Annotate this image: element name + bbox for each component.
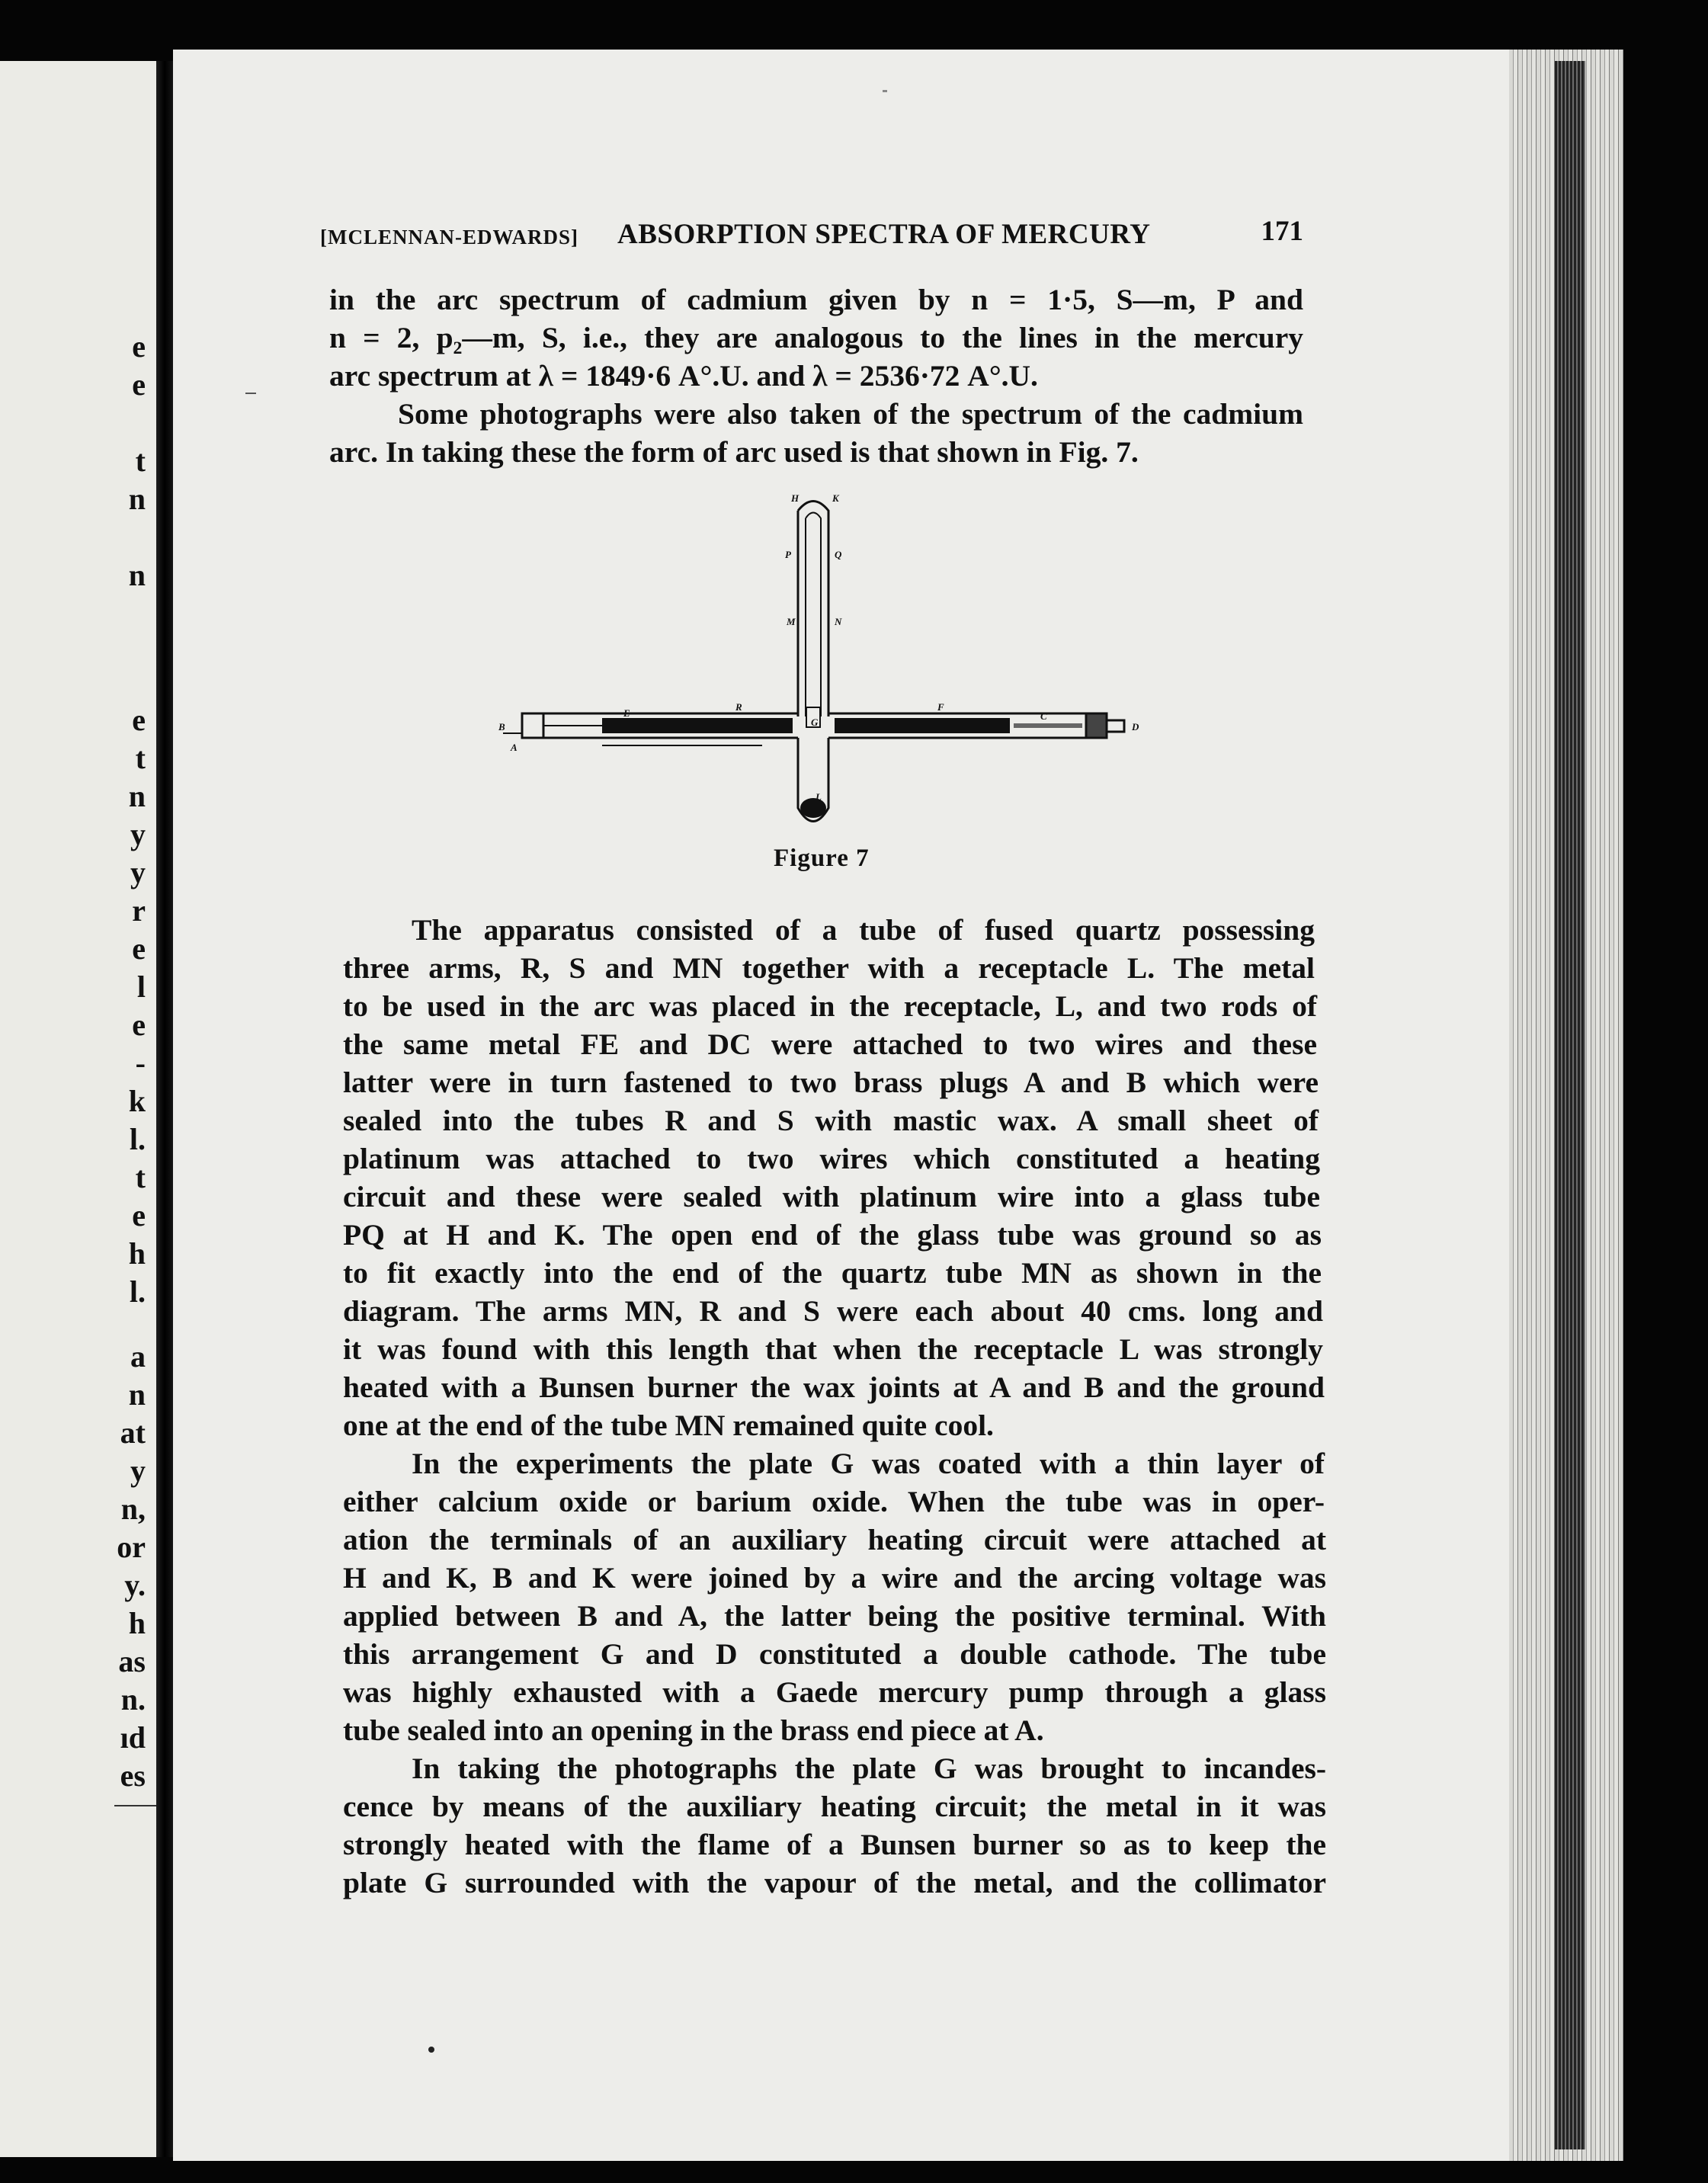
rod-dc bbox=[835, 718, 1010, 733]
left-fragment: n. bbox=[120, 1682, 146, 1717]
pq-tube bbox=[806, 513, 821, 717]
text-line: one at the end of the tube MN remained quite cool. bbox=[343, 1409, 994, 1442]
label-n: N bbox=[835, 616, 842, 627]
label-h: H bbox=[791, 492, 800, 504]
rod-fe bbox=[602, 718, 793, 733]
left-fragment: n, bbox=[120, 1492, 146, 1526]
left-fragment: n bbox=[128, 482, 146, 516]
left-fragment: t bbox=[135, 444, 146, 478]
left-fragment: r bbox=[132, 893, 146, 928]
plug-b-stem bbox=[1107, 720, 1124, 732]
left-fragment: e bbox=[132, 931, 146, 966]
left-fragment: h bbox=[128, 1236, 146, 1271]
label-q: Q bbox=[835, 549, 842, 560]
text-line: this arrangement G and D constituted a double cathode. The tube bbox=[343, 1637, 1326, 1671]
left-fragment: y. bbox=[124, 1568, 146, 1602]
text-line: latter were in turn fastened to two brass plugs A and B which were bbox=[343, 1066, 1319, 1099]
text-line: to be used in the arc was placed in the receptacle, L, and two rods of bbox=[343, 989, 1317, 1023]
page-number: 171 bbox=[1261, 216, 1303, 247]
left-fragment: e bbox=[132, 1198, 146, 1233]
text-line: strongly heated with the flame of a Bunsen burner so as to keep the bbox=[343, 1828, 1326, 1861]
text-line: tube sealed into an opening in the brass end piece at A. bbox=[343, 1713, 1044, 1747]
left-fragment: l. bbox=[129, 1122, 146, 1156]
text-line: in the arc spectrum of cadmium given by n = 1·5, S—m, P and bbox=[329, 283, 1303, 316]
metal-charge bbox=[800, 798, 826, 818]
left-fragment: or bbox=[117, 1530, 146, 1564]
text-line: it was found with this length that when the receptacle L was strongly bbox=[343, 1332, 1323, 1366]
label-b: B bbox=[498, 721, 505, 732]
page-edges-shadow bbox=[1555, 61, 1585, 2149]
text-line: three arms, R, S and MN together with a receptacle L. The metal bbox=[343, 951, 1315, 985]
left-fragment: y bbox=[130, 817, 146, 851]
label-p: P bbox=[785, 549, 791, 560]
mn-arm bbox=[798, 502, 828, 717]
label-f: F bbox=[937, 701, 944, 713]
label-l: L bbox=[816, 791, 822, 803]
text-line: n = 2, p₂—m, S, i.e., they are analogous to the lines in the mercury bbox=[329, 321, 1303, 354]
text-line: arc. In taking these the form of arc used is that shown in Fig. 7. bbox=[329, 435, 1139, 469]
left-fragment: es bbox=[120, 1758, 146, 1793]
text-line: to fit exactly into the end of the quartz tube MN as shown in the bbox=[343, 1256, 1322, 1290]
text-line: applied between B and A, the latter being the positive terminal. With bbox=[343, 1599, 1326, 1633]
running-head-authors: [MCLENNAN-EDWARDS] bbox=[320, 226, 578, 248]
label-c: C bbox=[1040, 710, 1047, 722]
left-fragment: n bbox=[128, 779, 146, 813]
left-facing-page bbox=[0, 61, 156, 2157]
text-line: either calcium oxide or barium oxide. When the tube was in oper- bbox=[343, 1485, 1325, 1518]
text-line: In taking the photographs the plate G was brought to incandes- bbox=[412, 1752, 1326, 1785]
label-a: A bbox=[511, 742, 518, 753]
left-fragment: e bbox=[132, 367, 146, 402]
text-line: H and K, B and K were joined by a wire and the arcing voltage was bbox=[343, 1561, 1326, 1595]
left-fragment: n bbox=[128, 558, 146, 592]
plug-a bbox=[522, 713, 543, 738]
left-fragment: t bbox=[135, 1160, 146, 1194]
text-line: plate G surrounded with the vapour of the metal, and the collimator bbox=[343, 1866, 1326, 1899]
book-gutter bbox=[156, 61, 173, 2157]
left-fragment: k bbox=[128, 1084, 146, 1118]
text-line: heated with a Bunsen burner the wax joints at A and B and the ground bbox=[343, 1370, 1325, 1404]
text-line: circuit and these were sealed with platinum wire into a glass tube bbox=[343, 1180, 1320, 1213]
text-line: was highly exhausted with a Gaede mercury pump through a glass bbox=[343, 1675, 1326, 1709]
running-head bbox=[320, 215, 1303, 261]
left-fragment: y bbox=[130, 1454, 146, 1488]
left-fragment: at bbox=[120, 1415, 146, 1450]
left-fragment: - bbox=[135, 1046, 146, 1080]
left-fragment: t bbox=[135, 741, 146, 775]
text-line: Some photographs were also taken of the spectrum of the cadmium bbox=[398, 397, 1303, 431]
left-fragment: l. bbox=[129, 1274, 146, 1309]
left-fragment: n bbox=[128, 1377, 146, 1412]
left-fragment: e bbox=[132, 329, 146, 364]
left-fragment: e bbox=[132, 703, 146, 737]
page-speck bbox=[428, 2047, 434, 2053]
figure-7-diagram bbox=[488, 488, 1158, 846]
text-line: the same metal FE and DC were attached to two wires and these bbox=[343, 1027, 1317, 1061]
left-page-rule bbox=[114, 1805, 156, 1806]
left-fragment: h bbox=[128, 1606, 146, 1640]
margin-mark bbox=[245, 393, 256, 394]
text-line: cence by means of the auxiliary heating circuit; the metal in it was bbox=[343, 1790, 1326, 1823]
text-line: sealed into the tubes R and S with mastic wax. A small sheet of bbox=[343, 1104, 1319, 1137]
left-fragment: y bbox=[130, 855, 146, 890]
text-line: The apparatus consisted of a tube of fused quartz possessing bbox=[412, 913, 1315, 947]
label-r: R bbox=[735, 701, 742, 713]
label-e: E bbox=[623, 707, 630, 719]
left-page-text-fragments bbox=[0, 61, 156, 2157]
text-line: diagram. The arms MN, R and S were each about 40 cms. long and bbox=[343, 1294, 1323, 1328]
left-fragment: l bbox=[136, 970, 146, 1004]
plug-b bbox=[1086, 713, 1107, 738]
text-line: platinum was attached to two wires which constituted a heating bbox=[343, 1142, 1320, 1175]
text-line: PQ at H and K. The open end of the glass tube was ground so as bbox=[343, 1218, 1322, 1252]
text-line: arc spectrum at λ = 1849·6 A°.U. and λ = 2536·72 A°.U. bbox=[329, 359, 1038, 393]
left-fragment: a bbox=[130, 1339, 146, 1374]
label-g: G bbox=[811, 716, 819, 728]
left-fragment: as bbox=[118, 1644, 146, 1678]
running-head-title: ABSORPTION SPECTRA OF MERCURY bbox=[617, 219, 1151, 250]
text-line: ation the terminals of an auxiliary heating circuit were attached at bbox=[343, 1523, 1326, 1556]
margin-mark bbox=[883, 90, 887, 92]
label-m: M bbox=[787, 616, 796, 627]
figure-caption: Figure 7 bbox=[774, 845, 870, 872]
label-k: K bbox=[832, 492, 839, 504]
label-d: D bbox=[1132, 721, 1139, 732]
left-fragment: e bbox=[132, 1008, 146, 1042]
text-line: In the experiments the plate G was coated with a thin layer of bbox=[412, 1447, 1325, 1480]
rod-tip bbox=[1014, 723, 1082, 728]
left-fragment: ıd bbox=[120, 1720, 146, 1755]
